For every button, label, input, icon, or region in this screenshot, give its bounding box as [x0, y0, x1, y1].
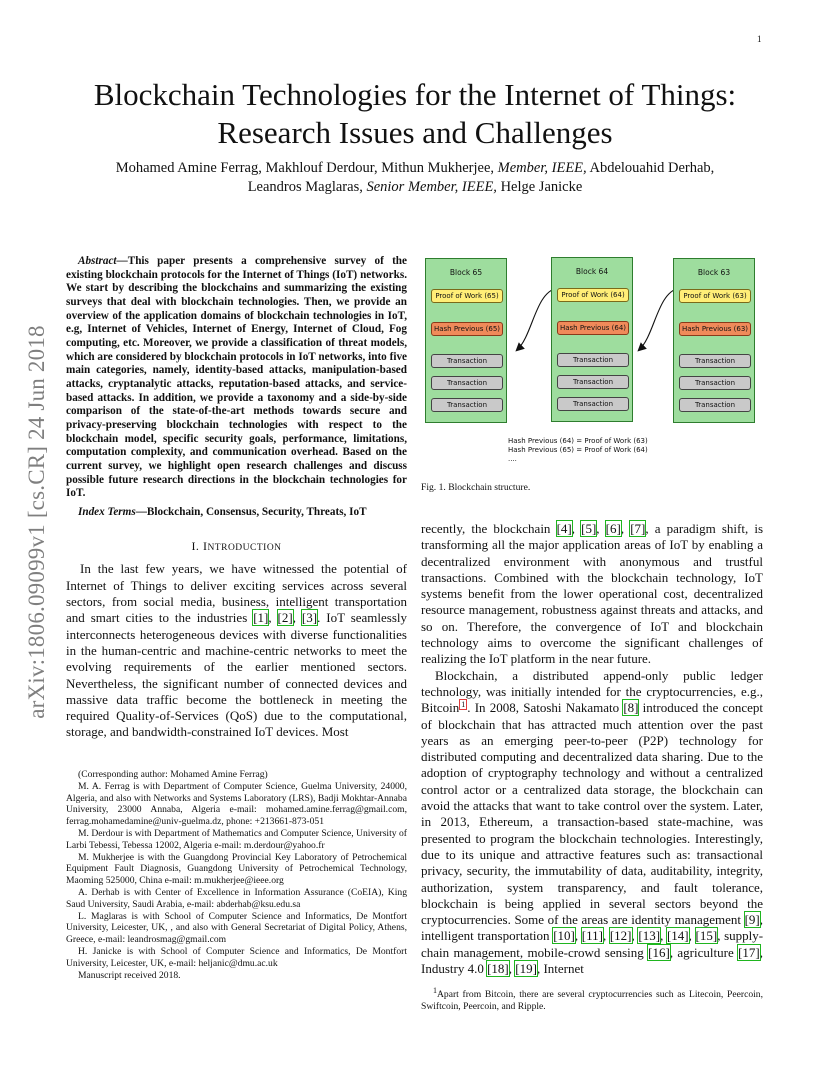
block-64: [551, 257, 633, 422]
citation-link[interactable]: [3]: [301, 610, 318, 626]
citation-link[interactable]: [18]: [487, 961, 509, 977]
authors-text: Helge Janicke: [496, 179, 583, 195]
affiliation: (Corresponding author: Mohamed Amine Ferrag): [78, 769, 268, 780]
body-text: introduced the concept of blockchain that has attracted much attention over the past years as an emerging peer-to-peer (P2P) technology for distributed computing and decentralized data sharing. Due to the adoption of cryptography technology and without a centralized control actor or a centralized data storage, the blockchain can avoid the attacks that want to take control over the system. Later, in 2013, Ethereum, a transaction-based state-machine, was presented to program the blockchain technologies. Interestingly, due to its unique and attractive features such as: transactional privacy, security, the immutability of data, auditability, integrity, authorization, system transparency, and fault tolerance, blockchain is being applied in several sectors beyond the cryptocurrencies. Some of the areas are identity management: [421, 700, 763, 928]
hash-previous: Hash Previous (63): [679, 322, 751, 336]
section-heading: [66, 539, 407, 554]
hash-previous: Hash Previous (65): [431, 322, 503, 336]
body-text: , Industry 4.0: [421, 944, 763, 977]
affiliation: L. Maglaras is with School of Computer Science and Informatics, De Montfort University, Leicester, UK, , and also with General Secretariat of Digital Policy, Athens, Greece, e-mail: leandrosmag@gmail.com: [66, 910, 407, 946]
separator: ,: [596, 521, 606, 536]
separator: ,: [688, 928, 696, 944]
separator: ,: [602, 928, 610, 944]
transaction: Transaction: [431, 376, 503, 390]
author-title: Senior Member, IEEE,: [366, 179, 497, 195]
body-text: Blockchain, a distributed append-only public ledger technology, was initially intended for the cryptocurrencies, e.g., Bitcoin: [421, 667, 763, 716]
transaction: Transaction: [557, 375, 629, 389]
note-line: Hash Previous (64) = Proof of Work (63): [508, 437, 648, 445]
proof-of-work: Proof of Work (63): [679, 289, 751, 303]
arxiv-watermark: [23, 287, 51, 757]
section-numeral: I.: [191, 539, 203, 554]
body-text: , agriculture: [669, 944, 739, 960]
citation-link[interactable]: [16]: [648, 944, 670, 960]
body-text: , supply-chain management, mobile-crowd sensing: [421, 928, 764, 960]
transaction: Transaction: [557, 353, 629, 367]
affiliation: M. Derdour is with Department of Mathematics and Computer Science, University of Larbi Tebessi, Tebessa 12002, Algeria e-mail: m.derdour@yahoo.fr: [66, 827, 407, 851]
citation-link[interactable]: [13]: [638, 928, 661, 944]
abstract-text: —This paper presents a comprehensive survey of the existing blockchain protocols for the Internet of Things (IoT) networks. We start by describing the blockchains and summarizing the existing surveys that deal with blockchain technologies. Then, we provide an overview of the application domains of blockchain technologies in IoT, e.g, Internet of Vehicles, Internet of Energy, Internet of Cloud, Fog computing, etc. Moreover, we provide a classification of threat models, which are considered by blockchain protocols in IoT networks, into five main categories, namely, identity-based attacks, manipulation-based attacks, cryptanalytic attacks, reputation-based attacks, and service-based attacks. In addition, we provide a taxonomy and a side-by-side comparison of the state-of-the-art methods towards secure and privacy-preserving blockchain technologies with respect to the blockchain model, specific security goals, performance, limitations, computation complexity, and communication overhead. Based on the current survey, we highlight open research challenges and discuss possible future research directions in the blockchain technologies for IoT.: [66, 255, 407, 500]
separator: ,: [571, 521, 582, 536]
footnote-mark: 1: [433, 986, 437, 995]
affiliation: H. Janicke is with School of Computer Science and Informatics, De Montfort University, Leicester, UK, e-mail: heljanic@dmu.ac.uk: [66, 945, 407, 969]
affiliation: Manuscript received 2018.: [78, 969, 181, 981]
citation-link[interactable]: [9]: [744, 912, 760, 928]
separator: ,: [620, 521, 631, 536]
section-cap: I: [202, 539, 208, 554]
citation-link[interactable]: [5]: [581, 521, 597, 536]
author-list: [70, 159, 760, 197]
authors-text: Mohamed Amine Ferrag, Makhlouf Derdour, Mithun Mukherjee,: [115, 160, 498, 176]
citation-link[interactable]: [6]: [605, 521, 621, 536]
separator: ,: [268, 610, 278, 626]
transaction: Transaction: [679, 398, 751, 412]
authors-line-1: [70, 159, 760, 178]
transaction: Transaction: [431, 354, 503, 368]
note-line: Hash Previous (65) = Proof of Work (64): [508, 446, 648, 454]
separator: ,: [508, 961, 516, 977]
separator: ,: [292, 610, 302, 626]
body-text: , intelligent transportation: [421, 912, 763, 944]
citation-link[interactable]: [14]: [666, 928, 689, 944]
citation-link[interactable]: [8]: [623, 700, 639, 716]
citation-link[interactable]: [1]: [253, 610, 269, 626]
citation-link[interactable]: [12]: [609, 928, 632, 944]
body-text: , Internet: [536, 961, 584, 977]
block-title: Block 63: [697, 268, 731, 277]
citation-link[interactable]: [17]: [738, 944, 760, 960]
figure-caption: Fig. 1. Blockchain structure.: [421, 482, 531, 493]
block-63: [673, 258, 755, 423]
figure-note: [508, 437, 648, 464]
authors-line-2: [70, 178, 760, 197]
block-title: Block 65: [449, 268, 483, 277]
note-line: ....: [508, 455, 517, 463]
affiliation: M. A. Ferrag is with Department of Computer Science, Guelma University, 24000, Algeria, and also with Networks and Systems Laboratory (LRS), Badji Mokhtar-Annaba University, 23000 Annaba, Algeria e-mail: mohamed.amine.ferrag@gmail.com, ferrag.mohamedamine@univ-guelma.dz, phone: +213661-873-051: [66, 780, 407, 828]
intro-paragraph: [66, 561, 407, 740]
left-column: [66, 255, 407, 741]
separator: ,: [574, 928, 582, 944]
authors-text: Abdelouahid Derhab,: [586, 160, 715, 176]
footnote: [421, 985, 763, 1013]
proof-of-work: Proof of Work (64): [557, 288, 629, 302]
index-terms-label: Index Terms: [78, 505, 136, 518]
abstract: [66, 255, 407, 501]
separator: ,: [660, 928, 667, 944]
citation-link[interactable]: [10]: [553, 928, 575, 944]
body-text: . IoT seamlessly interconnects heterogeneous devices with diverse functionalities in the human-centric and machine-centric networks to meet the evolving requirements of the earlier mentioned sectors. Nevertheless, the significant number of connected devices and massive data traffic become the bottleneck in meeting the required Quality-of-Services (QoS) due to the computational, storage, and bandwidth-constrained IoT devices. Most: [66, 610, 408, 740]
title-line-1: Blockchain Technologies for the Internet of Things:: [93, 77, 737, 112]
authors-text: Leandros Maglaras,: [247, 179, 367, 195]
body-text: . In 2008, Satoshi Nakamato: [467, 700, 624, 716]
section-rest: NTRODUCTION: [207, 543, 282, 554]
transaction: Transaction: [679, 376, 751, 390]
affiliation: A. Derhab is with Center of Excellence in Information Assurance (CoEIA), King Saud University, Saudi Arabia, e-mail: abderhab@ksu.edu.sa: [66, 886, 407, 910]
abstract-label: Abstract: [78, 255, 117, 267]
proof-of-work: Proof of Work (65): [431, 289, 503, 303]
arxiv-id: arXiv:1806.09099v1 [cs.CR] 24 Jun 2018: [24, 325, 49, 719]
citation-link[interactable]: [7]: [630, 521, 646, 536]
body-text: In the last few years, we have witnessed the potential of Internet of Things to deliver exciting services across several sectors, from social media, business, intelligent transportation and smart cities to the industries: [66, 561, 407, 626]
transaction: Transaction: [431, 398, 503, 412]
block-65: [425, 258, 507, 423]
paper-title: [60, 76, 770, 152]
transaction: Transaction: [557, 397, 629, 411]
hash-previous: Hash Previous (64): [557, 321, 629, 335]
citation-link[interactable]: [19]: [515, 961, 537, 977]
footnote-link[interactable]: 1: [461, 699, 466, 709]
body-text: , a paradigm shift, is transforming all the major application areas of IoT by enabling a decentralized environment with anonymous and trustful transactions. Combined with the blockchain technology, IoT systems benefit from the lower operational cost, decentralized resource management, robustness against threats and attacks, and so on. Therefore, the convergence of IoT and blockchain technology aims to overcome the significant challenges of realizing the IoT platform in the near future.: [421, 521, 764, 667]
author-title: Member, IEEE,: [497, 160, 587, 176]
citation-link[interactable]: [11]: [581, 928, 603, 944]
transaction: Transaction: [679, 354, 751, 368]
index-terms-text: —Blockchain, Consensus, Security, Threats, IoT: [135, 505, 367, 518]
block-title: Block 64: [575, 267, 609, 276]
blockchain-figure: [421, 255, 763, 493]
citation-link[interactable]: [15]: [695, 928, 718, 944]
citation-link[interactable]: [2]: [277, 610, 293, 626]
affiliation: M. Mukherjee is with the Guangdong Provincial Key Laboratory of Petrochemical Equipment Fault Diagnosis, Guangdong University of Petrochemical Technology, Maoming 525000, China e-mail: m.mukherjee@ieee.org: [66, 851, 407, 887]
separator: ,: [631, 928, 639, 944]
paragraph: [421, 668, 763, 978]
body-text: recently, the blockchain: [421, 521, 557, 536]
affiliation-footnotes: [66, 769, 407, 981]
title-line-2: Research Issues and Challenges: [217, 115, 613, 150]
citation-link[interactable]: [4]: [556, 521, 572, 536]
right-column: [421, 521, 763, 977]
index-terms: [66, 506, 407, 520]
paragraph: [421, 521, 763, 668]
footnote-text: Apart from Bitcoin, there are several cryptocurrencies such as Litecoin, Peercoin, Swiftcoin, Peercoin, and Ripple.: [421, 989, 763, 1012]
page-number: 1: [757, 34, 762, 44]
